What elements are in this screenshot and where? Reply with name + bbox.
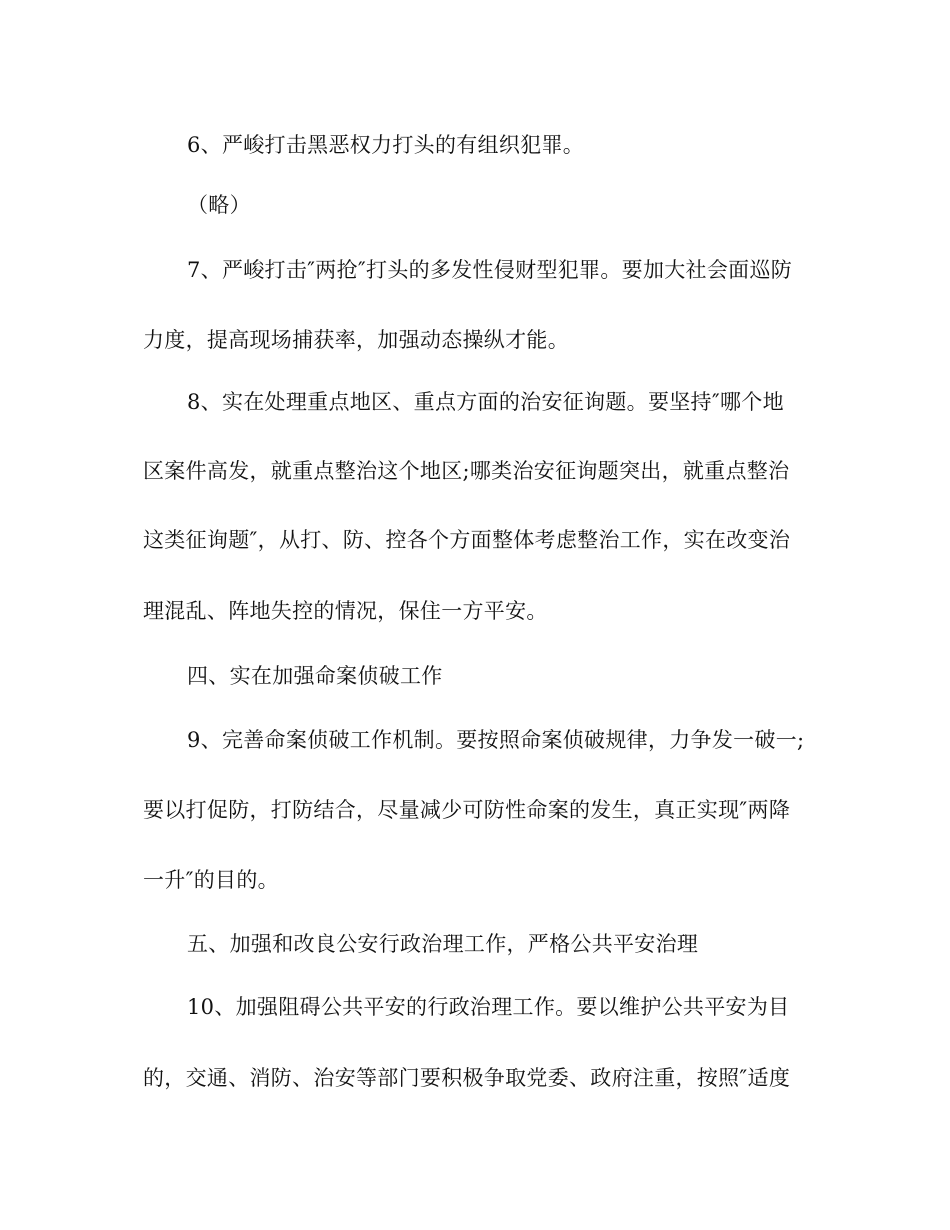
text-line: 7、严峻打击″两抢″打头的多发性侵财型犯罪。要加大社会面巡防 [187, 258, 793, 282]
text-line: 要以打促防，打防结合，尽量减少可防性命案的发生，真正实现″两降 [143, 798, 791, 822]
section-heading: 五、加强和改良公安行政治理工作，严格公共平安治理 [187, 932, 699, 956]
text-line: 9、完善命案侦破工作机制。要按照命案侦破规律，力争发一破一; [187, 728, 805, 752]
text-line: 力度，提高现场捕获率，加强动态操纵才能。 [143, 328, 569, 352]
text-line: 这类征询题″，从打、防、控各个方面整体考虑整治工作，实在改变治 [143, 528, 791, 552]
text-line: 区案件高发，就重点整治这个地区;哪类治安征询题突出，就重点整治 [143, 459, 790, 483]
text-line: 一升″的目的。 [143, 868, 279, 892]
text-line: 8、实在处理重点地区、重点方面的治安征询题。要坚持″哪个地 [187, 390, 784, 414]
text-line: 理混乱、阵地失控的情况，保住一方平安。 [143, 599, 548, 623]
section-heading: 四、实在加强命案侦破工作 [187, 664, 443, 688]
text-line: （略） [187, 193, 251, 217]
text-line: 的，交通、消防、治安等部门要积极争取党委、政府注重，按照″适度 [143, 1066, 791, 1090]
text-line: 10、加强阻碍公共平安的行政治理工作。要以维护公共平安为目 [187, 995, 790, 1019]
text-line: 6、严峻打击黑恶权力打头的有组织犯罪。 [187, 133, 585, 157]
